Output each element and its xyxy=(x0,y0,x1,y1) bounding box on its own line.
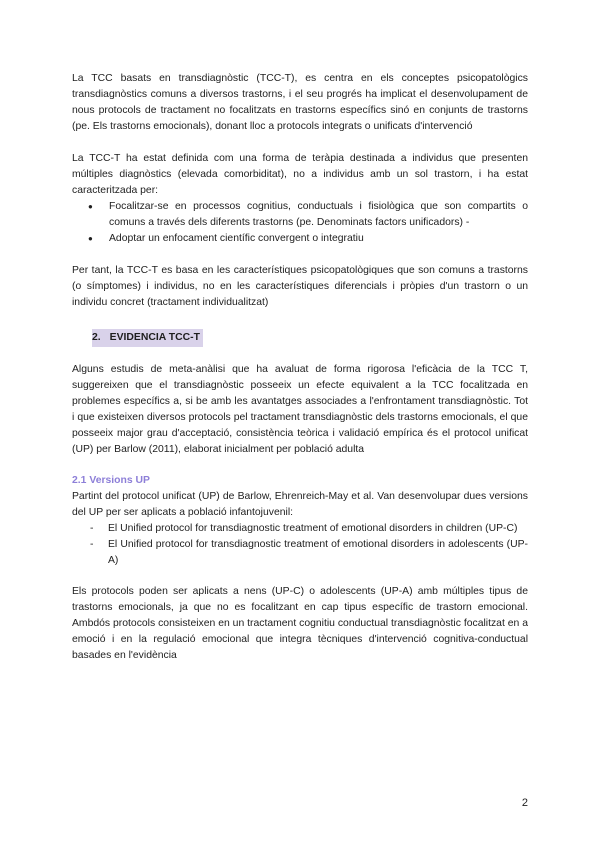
section-heading-highlight xyxy=(92,329,203,347)
list-item xyxy=(72,231,528,247)
subsection-heading: 2.1 Versions UP xyxy=(72,475,150,486)
list-item-text: El Unified protocol for transdiagnostic treatment of emotional disorders in children (UP-C) xyxy=(108,523,518,534)
bullet-icon: ● xyxy=(88,202,93,211)
conclusion-paragraph: Per tant, la TCC-T es basa en les característiques psicopatològiques que son comuns a trastorns (o símptomes) i individus, no en les característiques diferencials i pròpies d'un trastorn o un individu concret (tractament individualitzat) xyxy=(72,265,528,308)
list-item-text: El Unified protocol for transdiagnostic treatment of emotional disorders in adolescents (UP-A) xyxy=(108,539,528,566)
page-content xyxy=(72,71,528,664)
list-item xyxy=(72,199,528,231)
evidence-paragraph: Alguns estudis de meta-anàlisi que ha avaluat de forma rigorosa l'eficàcia de la TCC T, suggereixen que el transdiagnòstic posseeix un efecte equivalent a la TCC focalitzada en problemes específics a, si be amb les avantatges associades a l'enfrontament transdiagnòstic. Tot i que existeixen diversos protocols pel tractament transdiagnòstic dels trastorns emocionals, el que posseeix major grau d'acceptació, consistència teòrica i validació empírica és el protocol unificat (UP) per Barlow (2011), elaborat inicialment per població adulta xyxy=(72,364,528,455)
list-item-text: Adoptar un enfocament científic convergent o integratiu xyxy=(109,233,364,244)
protocols-paragraph: Els protocols poden ser aplicats a nens (UP-C) o adolescents (UP-A) amb múltiples tipus de trastorns emocionals, ja que no es focalitzant en cap tipus específic de trastorn emocional. Ambdós protocols consisteixen en un tractament cognitiu conductual transdiagnòstic focalitzat en a emoció i en la regulació emocional que integra tècniques d'intervenció cognitiva-conductual basades en l'evidència xyxy=(72,586,528,661)
bullet-icon: ● xyxy=(88,234,93,243)
list-item-text: Focalitzar-se en processos cognitius, conductuals i fisiològica que son compartits o comuns a través dels diferents trastorns (pe. Denominats factors unificadors) - xyxy=(109,201,528,228)
list-item xyxy=(72,521,528,537)
dash-bullet: - xyxy=(90,539,94,550)
page-number: 2 xyxy=(521,797,528,809)
versions-list xyxy=(72,521,528,569)
section-title: EVIDENCIA TCC-T xyxy=(109,332,200,343)
definition-paragraph: La TCC-T ha estat definida com una forma de teràpia destinada a individus que presenten múltiples diagnòstics (elevada comorbiditat), no a individus amb un sol trastorn, i ha estat caracteritzada per: xyxy=(72,153,528,196)
section-heading xyxy=(92,327,528,347)
section-number: 2. xyxy=(92,332,101,343)
list-item xyxy=(72,537,528,569)
characteristics-list xyxy=(72,199,528,247)
versions-paragraph: Partint del protocol unificat (UP) de Barlow, Ehrenreich-May et al. Van desenvolupar dues versions del UP per ser aplicats a població infantojuvenil: xyxy=(72,491,528,518)
intro-paragraph: La TCC basats en transdiagnòstic (TCC-T), es centra en els conceptes psicopatològics transdiagnòstics comuns a diversos trastorns, i el seu progrés ha implicat el desenvolupament de nous protocols de tractament no focalitzats en trastorns específics sinó en conjunts de trastorns (pe. Els trastorns emocionals), donant lloc a protocols integrats o unificats d'intervenció xyxy=(72,73,528,132)
dash-bullet: - xyxy=(90,523,94,534)
